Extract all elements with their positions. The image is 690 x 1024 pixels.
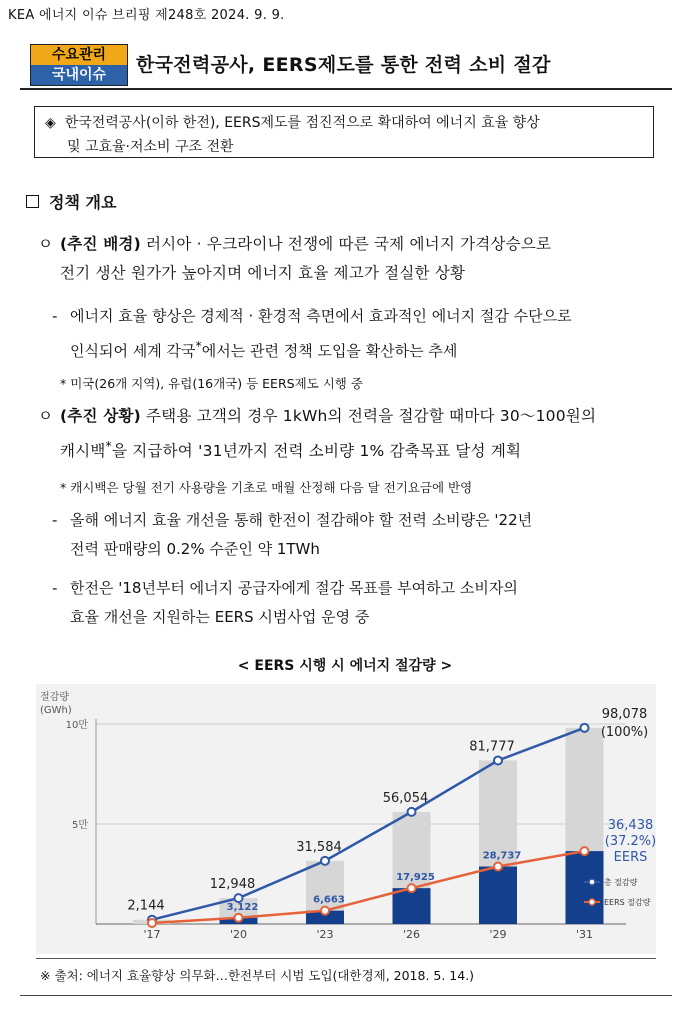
title-divider [20, 88, 672, 90]
eers-value-label: 28,737 [482, 850, 522, 862]
dash-marker: - [52, 307, 58, 325]
background-marker: ㅇ [38, 235, 54, 253]
total-value-label: 98,078 [601, 706, 648, 722]
category-tag-top: 수요관리 [31, 45, 127, 65]
status-note: * 캐시백은 당월 전기 사용량을 기초로 매월 산정해 다음 달 전기요금에 반영 [60, 480, 473, 495]
chart-caption: < EERS 시행 시 에너지 절감량 > [237, 658, 453, 674]
status-label: (추진 상황) [60, 407, 141, 425]
eers-point [148, 919, 156, 927]
x-tick-label: '23 [316, 928, 334, 941]
status-dash-2-line-a: 한전은 '18년부터 에너지 공급자에게 절감 목표를 부여하고 소비자의 [70, 579, 518, 597]
section-heading [26, 190, 116, 213]
summary-box [34, 106, 654, 158]
eers-bar [393, 888, 431, 924]
article-title: 한국전력공사, EERS제도를 통한 전력 소비 절감 [136, 54, 551, 76]
eers-value-label: 17,925 [396, 872, 435, 884]
x-tick-label: '20 [229, 928, 248, 941]
total-value-label: 31,584 [296, 839, 342, 855]
section-title: 정책 개요 [49, 193, 117, 212]
background-note: * 미국(26개 지역), 유럽(16개국) 등 EERS제도 시행 중 [60, 376, 363, 391]
x-tick-label: '29 [489, 928, 507, 941]
eers-point [408, 884, 416, 892]
background-line-2: 전기 생산 원가가 높아지며 에너지 효율 제고가 절실한 상황 [60, 264, 466, 282]
total-point [581, 724, 589, 732]
background-dash-1-line-b: 인식되어 세계 각국 [70, 342, 196, 360]
status-dash-1-line-b: 전력 판매량의 0.2% 수준인 약 1TWh [70, 540, 320, 558]
x-tick-label: '17 [143, 928, 161, 941]
eers-bar [566, 851, 604, 924]
status-line-2-a: 캐시백 [60, 442, 106, 461]
status-footnote-mark: * [105, 438, 112, 453]
status-dash-1-line-a: 올해 에너지 효율 개선을 통해 한전이 절감해야 할 전력 소비량은 '22년 [70, 511, 533, 529]
legend-eers-label: EERS 절감량 [604, 898, 651, 907]
category-tag [30, 44, 128, 86]
background-label: (추진 배경) [60, 235, 141, 253]
eers-value-label: 3,122 [226, 901, 259, 913]
eers-point [235, 914, 243, 922]
y-tick-label: 5만 [71, 820, 88, 831]
x-tick-label: '31 [575, 928, 594, 941]
total-value-label: 56,054 [382, 790, 429, 806]
total-percent-label: (100%) [600, 724, 649, 740]
status-line-2-b: 을 지급하여 '31년까지 전력 소비량 1% 감축목표 달성 계획 [111, 442, 522, 461]
y-axis-label-line-2: (GWh) [40, 705, 72, 716]
eers-point [321, 907, 329, 915]
eers-value-label: 6,663 [313, 894, 345, 906]
summary-line-1: 한국전력공사(이하 한전), EERS제도를 점진적으로 확대하여 에너지 효율 향상 [64, 115, 540, 131]
background-footnote-mark: * [195, 338, 202, 353]
status-dash-2-line-b: 효율 개선을 지원하는 EERS 시범사업 운영 중 [70, 608, 370, 626]
summary-bullet-icon: ◈ [45, 115, 56, 131]
source-footnote: ※ 출처: 에너지 효율향상 의무화…한전부터 시범 도입(대한경제, 2018. 5. 14.) [40, 968, 475, 983]
status-dash-1 [52, 506, 682, 564]
status-line-1: 주택용 고객의 경우 1kWh의 전력을 절감할 때마다 30～100원의 [146, 407, 597, 425]
y-tick-label: 10만 [65, 720, 88, 731]
total-value-label: 12,948 [209, 877, 256, 893]
eers-value-label: 36,438 [607, 818, 654, 834]
status-dash-2 [52, 574, 682, 632]
status-paragraph [38, 402, 678, 466]
summary-line-2: 및 고효율·저소비 구조 전환 [67, 139, 234, 155]
eers-point [494, 863, 502, 871]
background-dash-1-line-c: 에서는 관련 정책 도입을 확산하는 추세 [201, 342, 458, 360]
briefing-header: KEA 에너지 이슈 브리핑 제248호 2024. 9. 9. [8, 8, 285, 23]
eers-percent-label: (37.2%) [604, 834, 656, 850]
dash-marker: - [52, 579, 58, 597]
background-paragraph [38, 230, 678, 288]
legend-eers-marker [589, 899, 595, 905]
energy-savings-chart [36, 684, 656, 954]
total-point [321, 857, 329, 865]
background-dash-1 [52, 302, 682, 366]
eers-point [581, 847, 589, 855]
background-dash-1-line-a: 에너지 효율 향상은 경제적 · 환경적 측면에서 효과적인 에너지 절감 수단으로 [70, 307, 572, 325]
eers-tag-label: EERS [613, 850, 648, 866]
total-value-label: 81,777 [469, 739, 515, 755]
background-line-1: 러시아 · 우크라이나 전쟁에 따른 국제 에너지 가격상승으로 [146, 235, 552, 253]
legend-total-label: 총 절감량 [604, 878, 638, 887]
dash-marker: - [52, 511, 58, 529]
section-box-icon [26, 195, 39, 208]
y-axis-label-line-1: 절감량 [40, 692, 69, 703]
total-value-label: 2,144 [127, 898, 165, 914]
total-point [408, 808, 416, 816]
x-tick-label: '26 [402, 928, 421, 941]
footnote-divider [36, 958, 656, 959]
category-tag-bottom: 국내이슈 [31, 65, 127, 85]
status-marker: ㅇ [38, 407, 54, 425]
legend-total-marker [589, 879, 595, 885]
page-bottom-rule [20, 995, 672, 996]
total-point [494, 756, 502, 764]
eers-bar [479, 867, 517, 924]
